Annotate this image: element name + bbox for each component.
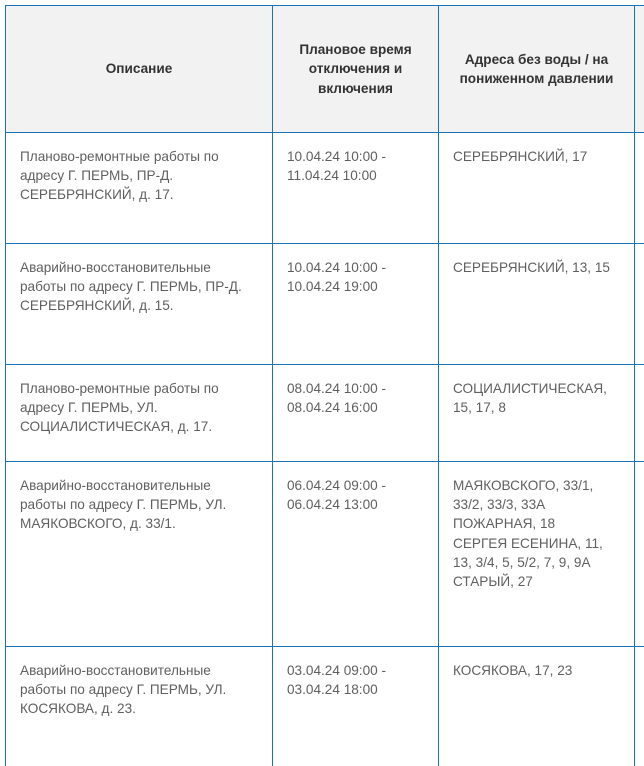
header-planned-time: Плановое время отключения и включения [273,6,439,133]
edge-cell [635,647,644,766]
header-edge-cell [635,6,644,133]
outage-table [5,5,644,766]
address-line: СЕРЕБРЯНСКИЙ, 13, 15 [453,260,610,275]
address-line: МАЯКОВСКОГО, 33/1, 33/2, 33/3, 33А [453,478,594,513]
cell-time: 03.04.24 09:00 - 03.04.24 18:00 [273,647,439,766]
cell-description: Аварийно-восстановительные работы по адресу Г. ПЕРМЬ, УЛ. МАЯКОВСКОГО, д. 33/1. [6,462,273,647]
cell-addresses [439,647,635,766]
edge-cell [635,462,644,647]
cell-time: 10.04.24 10:00 - 11.04.24 10:00 [273,133,439,244]
cell-addresses [439,462,635,647]
cell-addresses [439,365,635,462]
cell-time: 08.04.24 10:00 - 08.04.24 16:00 [273,365,439,462]
edge-cell [635,365,644,462]
cell-addresses [439,244,635,365]
table-row [6,647,644,766]
edge-cell [635,133,644,244]
address-line: СЕРЕБРЯНСКИЙ, 17 [453,149,588,164]
cell-description: Планово-ремонтные работы по адресу Г. ПЕРМЬ, УЛ. СОЦИАЛИСТИЧЕСКАЯ, д. 17. [6,365,273,462]
cell-time: 10.04.24 10:00 - 10.04.24 19:00 [273,244,439,365]
edge-cell [635,244,644,365]
cell-addresses [439,133,635,244]
table-row [6,365,644,462]
address-line: СТАРЫЙ, 27 [453,574,533,590]
cell-description: Аварийно-восстановительные работы по адресу Г. ПЕРМЬ, УЛ. КОСЯКОВА, д. 23. [6,647,273,766]
table-row [6,462,644,647]
address-line: СОЦИАЛИСТИЧЕСКАЯ, 15, 17, 8 [453,381,607,416]
table-row [6,133,644,244]
cell-description: Аварийно-восстановительные работы по адресу Г. ПЕРМЬ, ПР-Д. СЕРЕБРЯНСКИЙ, д. 15. [6,244,273,365]
address-line: КОСЯКОВА, 17, 23 [453,663,573,678]
address-line: СЕРГЕЯ ЕСЕНИНА, 11, 13, 3/4, 5, 5/2, 7, 9, 9А [453,535,603,570]
table-header-row [6,6,644,133]
table-row [6,244,644,365]
address-line: ПОЖАРНАЯ, 18 [453,516,556,532]
cell-time: 06.04.24 09:00 - 06.04.24 13:00 [273,462,439,647]
cell-description: Планово-ремонтные работы по адресу Г. ПЕРМЬ, ПР-Д. СЕРЕБРЯНСКИЙ, д. 17. [6,133,273,244]
header-description: Описание [6,6,273,133]
header-addresses: Адреса без воды / на пониженном давлении [439,6,635,133]
